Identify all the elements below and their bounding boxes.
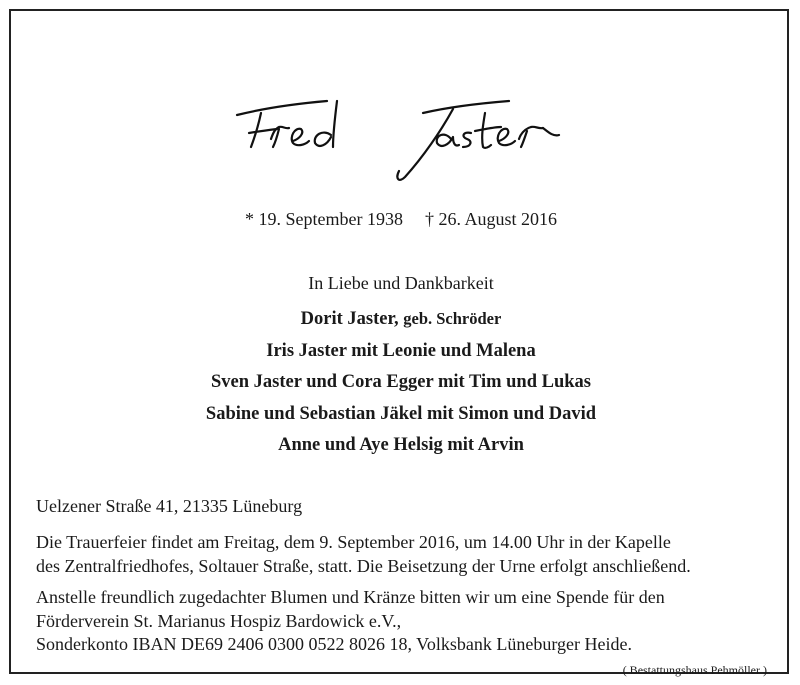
donation-notice — [36, 586, 776, 657]
mourner-line: Sabine und Sebastian Jäkel mit Simon und David — [205, 403, 597, 424]
death-date: † 26. August 2016 — [424, 209, 557, 229]
mourner-line: Anne und Aye Helsig mit Arvin — [278, 435, 524, 455]
ceremony-line: Die Trauerfeier findet am Freitag, dem 9. September 2016, um 14.00 Uhr in der Kapelle — [36, 532, 671, 552]
mourners-list — [11, 303, 791, 462]
obituary-frame — [9, 9, 789, 677]
birth-date: * 19. September 1938 — [245, 209, 403, 229]
undertaker-credit: ( Bestattungshaus Pehmöller ) — [622, 663, 767, 677]
ceremony-line: des Zentralfriedhofes, Soltauer Straße, statt. Die Beisetzung der Urne erfolgt anschließend. — [36, 555, 691, 576]
family-address: Uelzener Straße 41, 21335 Lüneburg — [36, 496, 303, 516]
mourner-line: Sven Jaster und Cora Egger mit Tim und Lukas — [210, 372, 592, 392]
ceremony-notice — [36, 531, 776, 578]
handwritten-signature — [209, 91, 609, 191]
mourner-line — [11, 303, 791, 336]
donation-line: Anstelle freundlich zugedachter Blumen und Kränze bitten wir um eine Spende für den — [36, 587, 665, 607]
mourners-intro: In Liebe und Dankbarkeit — [308, 273, 494, 293]
mourner-line: Iris Jaster mit Leonie und Malena — [266, 340, 536, 361]
donation-line: Förderverein St. Marianus Hospiz Bardowick e.V., — [36, 610, 402, 631]
life-dates — [11, 209, 791, 230]
maiden-name-note: geb. Schröder — [403, 309, 502, 328]
donation-line: Sonderkonto IBAN DE69 2406 0300 0522 8026 18, Volksbank Lüneburger Heide. — [36, 634, 632, 654]
mourner-name: Dorit Jaster, — [300, 309, 399, 329]
